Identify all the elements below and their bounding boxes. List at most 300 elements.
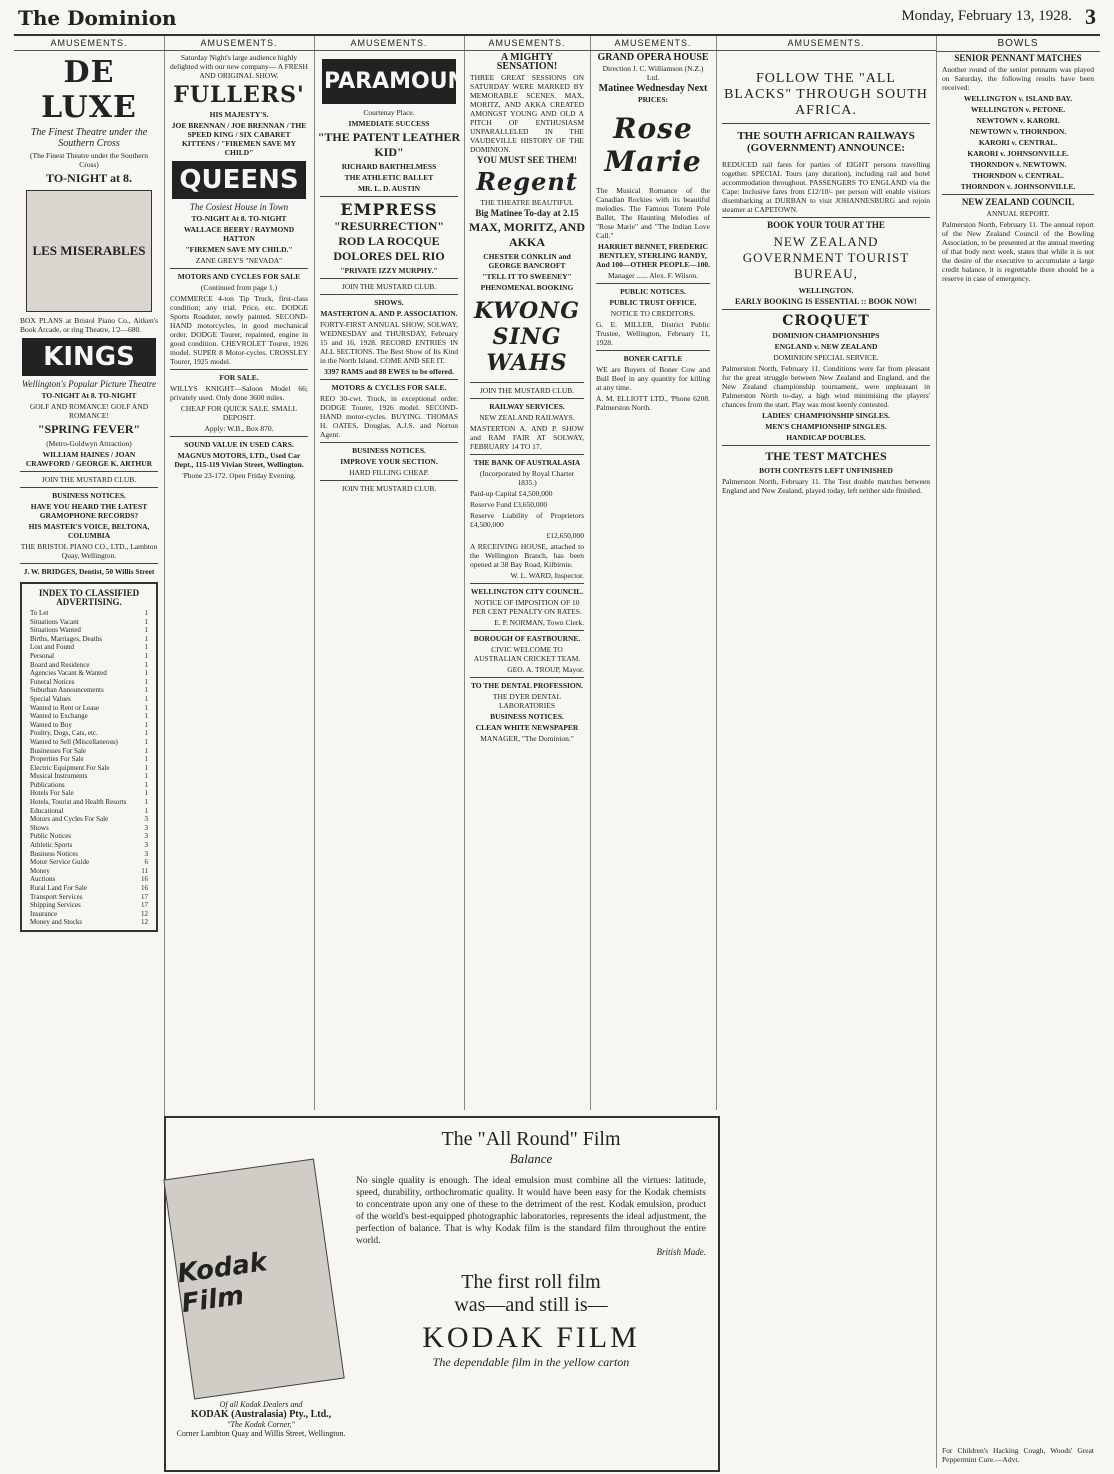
book-tour: BOOK YOUR TOUR AT THE [767, 220, 885, 230]
index-label: Births, Marriages, Deaths [30, 634, 102, 643]
mustard-club: JOIN THE MUSTARD CLUB. [41, 475, 137, 484]
paid-up-capital: Paid-up Capital £4,500,000 [470, 489, 553, 498]
index-label: Electric Equipment For Sale [30, 763, 110, 772]
index-label: Auctions [30, 875, 56, 884]
index-page: 1 [144, 772, 148, 781]
index-page: 1 [144, 712, 148, 721]
index-row [30, 893, 148, 902]
index-row [30, 755, 148, 764]
index-label: Poultry, Dogs, Cats, etc. [30, 729, 98, 738]
index-label: Personal [30, 651, 55, 660]
magnus-motors: MAGNUS MOTORS, LTD., Used Car Dept., 115-119 Vivian Street, Wellington. [174, 451, 304, 469]
index-row [30, 789, 148, 798]
mgm-attraction: (Metro-Goldwyn Attraction) [46, 439, 132, 448]
index-label: Wanted to Rent or Lease [30, 703, 100, 712]
croquet-report: Palmerston North, February 11. Conditions were far from pleasant for the great struggle between New Zealand and England, and the New Zealand championship tournament, were unpleasant in Palmerston North to-day, a high wind minimising the players' chances from the start. Play was most keenly contested. [722, 364, 930, 409]
les-miserables-poster [26, 190, 152, 312]
town-clerk: E. P. NORMAN, Town Clerk. [494, 618, 584, 627]
index-row [30, 618, 148, 627]
early-booking: EARLY BOOKING IS ESSENTIAL :: BOOK NOW! [734, 297, 918, 306]
mighty-sensation: A MIGHTY SENSATION! [496, 52, 558, 72]
business-notices-heading: BUSINESS NOTICES. [490, 712, 564, 721]
index-heading: INDEX TO CLASSIFIED ADVERTISING. [38, 588, 140, 607]
sar-heading: THE SOUTH AFRICAN RAILWAYS (GOVERNMENT) ANNOUNCE: [737, 130, 915, 154]
index-page: 1 [144, 780, 148, 789]
queens-tonight: TO-NIGHT At 8. TO-NIGHT [191, 214, 287, 223]
queens-cast: WALLACE BEERY / RAYMOND HATTON [183, 225, 295, 243]
divider [722, 309, 930, 310]
index-label: Business Notices [30, 849, 79, 858]
film-box-label: Kodak Film [175, 1247, 269, 1320]
index-page: 1 [144, 755, 148, 764]
bowls-heading: BOWLS [936, 36, 1100, 52]
divider [470, 583, 584, 584]
show-details: FORTY-FIRST ANNUAL SHOW, SOLWAY, WEDNESDAY and THURSDAY, February 15 and 16, 1928. RECORD ENTRIES IN ALL SECTIONS. The Best Show of Its Kind in the North Island. COME AND SEE IT. [320, 320, 458, 365]
prices-heading: PRICES: [637, 95, 668, 104]
council-report: Palmerston North, February 11. The annual report of the New Zealand Council of the Bowling Association, to be presented at the annual meeting of that body next week, states that while it is not the desire of the executive to accumulate a large credit balance, it is regrettable there should be a reserve in case of emergency. [942, 220, 1094, 283]
index-row [30, 850, 148, 859]
reserve-liability: Reserve Liability of Proprietors £4,500,000 [470, 511, 584, 529]
gramophone-heading: HAVE YOU HEARD THE LATEST GRAMOPHONE RECORDS? [30, 502, 148, 520]
index-row [30, 721, 148, 730]
index-page: 1 [144, 694, 148, 703]
mr-austin: MR. L. D. AUSTIN [357, 184, 421, 193]
cough-advert: For Children's Hacking Cough, Woods' Great Peppermint Cure.—Advt. [942, 1446, 1094, 1464]
index-page: 1 [144, 609, 148, 617]
column-1 [14, 36, 165, 1468]
index-page: 1 [144, 729, 148, 738]
index-page: 1 [144, 763, 148, 772]
match-5: KARORI v. CENTRAL. [978, 138, 1058, 147]
cheap-sale: CHEAP FOR QUICK SALE. SMALL DEPOSIT. [180, 404, 298, 422]
motors-continued: (Continued from page 1.) [200, 283, 278, 292]
paramount-logo: PARAMOUNT [322, 59, 456, 104]
match-2: WELLINGTON v. PETONE. [970, 105, 1066, 114]
column-heading: AMUSEMENTS. [590, 36, 716, 51]
index-label: Lost and Found [30, 643, 74, 652]
kings-tonight: TO-NIGHT At 8. TO-NIGHT [41, 391, 137, 400]
index-label: To Let [30, 609, 49, 617]
divider [470, 630, 584, 631]
match-6: KARORI v. JOHNSONVILLE. [967, 149, 1069, 158]
immediate-success: IMMEDIATE SUCCESS [348, 119, 430, 128]
index-row [30, 661, 148, 670]
public-trust: PUBLIC TRUST OFFICE. [609, 298, 697, 307]
cattle-text: WE are Buyers of Boner Cow and Bull Beef in any quantity for killing at any time. [596, 365, 710, 392]
index-label: Money [30, 866, 50, 875]
mustard-club: JOIN THE MUSTARD CLUB. [341, 282, 437, 291]
willys-knight-ad: WILLYS KNIGHT—Saloon Model 66; privately used. Only done 3600 miles. [170, 384, 308, 402]
kodak-brand: KODAK FILM [422, 1321, 640, 1354]
column-heading: AMUSEMENTS. [716, 36, 936, 51]
masthead [14, 4, 1100, 36]
civic-welcome: CIVIC WELCOME TO AUSTRALIAN CRICKET TEAM. [473, 645, 581, 663]
regent-tagline: THE THEATRE BEAUTIFUL [480, 198, 574, 207]
index-label: Wanted to Exchange [30, 712, 88, 721]
index-label: Wanted to Sell (Miscellaneous) [30, 737, 118, 746]
issue-date: Monday, February 13, 1928. [901, 8, 1072, 24]
index-row [30, 712, 148, 721]
empress-logo: EMPRESS [340, 200, 438, 219]
rose-marie-text: The Musical Romance of the Canadian Rockies with its beautiful melodies. The Famous Totem Pole Ballet, The Haunting Melodies of "Rose Marie" and "The Indian Love Call." [596, 186, 710, 240]
index-page: 1 [144, 737, 148, 746]
fullers-acts: JOE BRENNAN / JOE BRENNAN / THE SPEED KING / SIX CABARET KITTENS / "FIREMEN SAVE MY CHILD" [171, 121, 307, 157]
divider [20, 487, 158, 488]
index-label: Hotels, Tourist and Health Resorts [30, 798, 127, 807]
index-row [30, 832, 148, 841]
kwong-sing-wahs: KWONG SING WAHS [473, 298, 581, 376]
magnus-phone: 'Phone 23-172. Open Friday Evening. [182, 471, 296, 480]
reserve-fund: Reserve Fund £3,650,000 [470, 500, 548, 509]
index-page: 1 [144, 651, 148, 660]
rose-marie-cast: HARRIET BENNET, FREDERIC BENTLEY, STERLING RANDY, And 100—OTHER PEOPLE—100. [596, 242, 710, 269]
kodak-line1: The first roll film [461, 1271, 601, 1293]
index-page: 3 [144, 849, 148, 858]
rod-la-rocque: ROD LA ROCQUE [338, 234, 440, 248]
spring-fever-title: "SPRING FEVER" [37, 422, 141, 436]
index-row [30, 643, 148, 652]
nz-council: NEW ZEALAND COUNCIL [961, 197, 1075, 207]
kodak-body: No single quality is enough. The ideal emulsion must combine all the virtues: latitude, speed, durability, orthochromatic quality. It would have been easy for the Kodak chemists to concentrate upon any one of these to the detriment of the rest. Kodak emulsion, product of the world's best-equipped photographic laboratories, represents the ideal adjustment, the perfection of balance. That is why Kodak film is the standard film throughout the entire world. [356, 1176, 706, 1246]
contests-unfinished: BOTH CONTESTS LEFT UNFINISHED [759, 466, 893, 475]
bristol-piano: THE BRISTOL PIANO CO., LTD., Lambton Quay, Wellington. [20, 542, 158, 560]
motors-heading: MOTORS AND CYCLES FOR SALE [177, 272, 301, 281]
index-page: 1 [144, 643, 148, 652]
index-label: Publications [30, 780, 65, 789]
index-row [30, 798, 148, 807]
mens-singles: MEN'S CHAMPIONSHIP SINGLES. [765, 422, 887, 431]
divider [20, 471, 158, 472]
index-page: 1 [144, 686, 148, 695]
kodak-title: The "All Round" Film [441, 1128, 621, 1150]
max-moritz-akka: MAX, MORITZ, AND AKKA [469, 220, 585, 249]
index-page: 1 [144, 789, 148, 798]
index-row [30, 652, 148, 661]
index-row [30, 729, 148, 738]
index-label: Hotels For Sale [30, 789, 74, 798]
public-notices-heading: PUBLIC NOTICES. [620, 287, 686, 296]
column-3 [314, 36, 481, 1110]
business-notices-heading: BUSINESS NOTICES. [52, 491, 126, 500]
kodak-british: British Made. [656, 1247, 706, 1257]
mighty-text: THREE GREAT SESSIONS ON SATURDAY WERE MARKED BY MEMORABLE SCENES. MAX, MORITZ, AND AKKA CREATED AMONGST YOUNG AND OLD A PITCH OF ENTHUSIASM UNPARALLELED IN THE VAUDEVILLE HISTORY OF THE DOMINION. [470, 73, 584, 154]
index-page: 3 [144, 823, 148, 832]
column-heading: AMUSEMENTS. [14, 36, 164, 51]
index-page: 1 [144, 677, 148, 686]
divider [596, 350, 710, 351]
index-row [30, 695, 148, 704]
nevada-title: ZANE GREY'S "NEVADA" [195, 256, 283, 265]
divider [722, 123, 930, 124]
index-page: 12 [141, 918, 148, 927]
index-label: Agencies Vacant & Wanted [30, 669, 107, 678]
divider [170, 369, 308, 370]
index-label: Educational [30, 806, 64, 815]
record-labels: HIS MASTER'S VOICE, BELTONA, COLUMBIA [28, 522, 150, 540]
index-page: 16 [141, 875, 148, 884]
his-majestys: HIS MAJESTY'S. [209, 110, 269, 119]
divider [722, 445, 930, 446]
divider [320, 294, 458, 295]
index-row [30, 635, 148, 644]
index-page: 3 [144, 832, 148, 841]
mustard-club: JOIN THE MUSTARD CLUB. [341, 484, 437, 493]
index-page: 1 [144, 798, 148, 807]
deluxe-logo: DE LUXE [41, 55, 137, 125]
column-4 [464, 36, 591, 1110]
index-row [30, 824, 148, 833]
richard-barthelmess: RICHARD BARTHELMESS [341, 162, 437, 171]
elliott-ltd: A. M. ELLIOTT LTD., 'Phone 6208. Palmerston North. [596, 394, 710, 412]
motors-heading: MOTORS & CYCLES FOR SALE. [331, 383, 447, 392]
column-heading: AMUSEMENTS. [464, 36, 590, 51]
index-row [30, 704, 148, 713]
index-label: Athletic Sports [30, 841, 73, 850]
grand-opera-house: GRAND OPERA HOUSE [597, 52, 709, 63]
index-label: Insurance [30, 909, 58, 918]
index-page: 1 [144, 634, 148, 643]
index-label: Shows [30, 823, 49, 832]
column-5 [590, 36, 717, 1110]
match-7: THORNDON v. NEWTOWN. [969, 160, 1067, 169]
index-row [30, 772, 148, 781]
index-page: 3 [144, 841, 148, 850]
index-label: Motors and Cycles For Sale [30, 815, 109, 824]
test-matches: THE TEST MATCHES [765, 449, 887, 463]
index-label: Suburban Announcements [30, 686, 104, 695]
sar-text: REDUCED rail fares for parties of EIGHT persons travelling together. SPECIAL Tours (any duration), including rail and hotel accommodation throughout. PASSENGERS TO ENGLAND via the Cape: Inclusive fares from £12/10/- per person will enable visitors disembarking at DURBAN to visit JOHANNESBURG and rejoin steamer at CAPETOWN. [722, 160, 930, 214]
tell-it-to-sweeney: "TELL IT TO SWEENEY" [482, 272, 572, 281]
kodak-line2: was—and still is— [454, 1294, 608, 1316]
index-list [22, 609, 156, 927]
kodak-tagline: The dependable film in the yellow carton [432, 1355, 630, 1369]
special-service: DOMINION SPECIAL SERVICE. [773, 353, 879, 362]
column-heading: AMUSEMENTS. [164, 36, 314, 51]
index-label: Properties For Sale [30, 755, 84, 764]
match-1: WELLINGTON v. ISLAND BAY. [963, 94, 1073, 103]
tourist-bureau: NEW ZEALAND GOVERNMENT TOURIST BUREAU, [742, 234, 910, 281]
index-page: 12 [141, 909, 148, 918]
index-row [30, 807, 148, 816]
dentist-notice: J. W. BRIDGES, Dentist, 50 Willis Street [23, 567, 155, 576]
index-page: 1 [144, 806, 148, 815]
divider [170, 268, 308, 269]
index-label: Money and Stocks [30, 918, 83, 927]
eastbourne-borough: BOROUGH OF EASTBOURNE. [473, 634, 581, 643]
big-matinee: Big Matinee To-day at 2.15 [475, 208, 579, 218]
index-label: Situations Vacant [30, 617, 79, 626]
column-heading: AMUSEMENTS. [314, 36, 464, 51]
index-page: 1 [144, 617, 148, 626]
williamson-direction: Direction J. C. Williamson (N.Z.) Ltd. [602, 64, 704, 82]
divider [170, 436, 308, 437]
annual-report: ANNUAL REPORT. [986, 209, 1050, 218]
boner-cattle: BONER CATTLE [623, 354, 683, 363]
match-9: THORNDON v. JOHNSONVILLE. [960, 182, 1076, 191]
resurrection-title: "RESURRECTION" [333, 219, 444, 233]
divider [596, 283, 710, 284]
bureau-wellington: WELLINGTON. [798, 286, 854, 295]
index-page: 1 [144, 703, 148, 712]
index-row [30, 669, 148, 678]
kodak-company: KODAK (Australasia) Pty., Ltd., [190, 1409, 332, 1420]
index-label: Rural Land For Sale [30, 884, 87, 892]
deluxe-tonight: TO-NIGHT at 8. [46, 171, 132, 185]
index-page: 16 [141, 884, 148, 892]
index-page: 1 [144, 626, 148, 635]
notice-creditors: NOTICE TO CREDITORS. [610, 309, 696, 318]
handicap-doubles: HANDICAP DOUBLES. [786, 433, 866, 442]
motors-listings: REO 30-cwt. Truck, in exceptional order. DODGE Tourer, 1926 model. SECOND-HAND motor-cycles. BUYING. THOMAS H. OATES, Douglas, A.J.S. and Norton Agent. [320, 394, 458, 439]
index-row [30, 884, 148, 893]
kings-golf: GOLF AND ROMANCE! GOLF AND ROMANCE! [29, 402, 149, 420]
index-row [30, 626, 148, 635]
divider [320, 278, 458, 279]
city-council: WELLINGTON CITY COUNCIL. [470, 587, 584, 596]
ladies-singles: LADIES' CHAMPIONSHIP SINGLES. [762, 411, 890, 420]
firemen-title: "FIREMEN SAVE MY CHILD." [185, 245, 293, 254]
must-see: YOU MUST SEE THEM! [477, 155, 577, 165]
index-page: 11 [141, 866, 148, 875]
index-label: Public Notices [30, 832, 72, 841]
kings-logo: KINGS [22, 338, 156, 376]
newspaper-name: The Dominion [18, 6, 177, 30]
index-row [30, 901, 148, 910]
divider [942, 194, 1094, 195]
index-row [30, 867, 148, 876]
index-row [30, 738, 148, 747]
index-page: 17 [141, 901, 148, 910]
rose-marie-logo: Rose Marie [604, 112, 702, 178]
dominion-manager: MANAGER, "The Dominion." [480, 734, 574, 743]
kodak-address: Corner Lambton Quay and Willis Street, Wellington. [176, 1429, 346, 1438]
match-8: THORNDON v. CENTRAL. [972, 171, 1064, 180]
kodak-copy [356, 1128, 706, 1370]
opera-manager: Manager ...... Alex. F. Wilson. [608, 271, 698, 280]
motors-listings: COMMERCE 4-ton Tip Truck, first-class condition; any trial. Price, etc. DODGE Sports Roadster, newly painted. SECOND-HAND motorcycles, in good mechanical order. DODGE Tourer, repainted, engine in good condition. CHEVROLET Tourer, 1926 model. SUPER 8 Motor-cycles. CROSSLEY Tourer, 1925 model. [170, 294, 308, 366]
classified-index [20, 582, 158, 932]
shows-heading: SHOWS. [374, 298, 404, 307]
index-label: Special Values [30, 694, 71, 703]
kings-tagline: Wellington's Popular Picture Theatre [21, 379, 157, 389]
dominion-championships: DOMINION CHAMPIONSHIPS [772, 331, 880, 340]
all-blacks-heading: FOLLOW THE "ALL BLACKS" THROUGH SOUTH AFRICA. [724, 71, 928, 118]
paramount-address: Courtenay Place. [363, 108, 415, 117]
matinee-wednesday: Matinee Wednesday Next [598, 83, 708, 94]
conklin-bancroft: CHESTER CONKLIN and GEORGE BANCROFT [483, 252, 571, 270]
index-page: 6 [144, 858, 148, 867]
phenomenal-booking: PHENOMENAL BOOKING [480, 283, 574, 292]
index-label: Transport Services [30, 892, 83, 901]
index-page: 1 [144, 660, 148, 669]
regent-logo: Regent [476, 167, 578, 196]
divider [320, 442, 458, 443]
index-row [30, 686, 148, 695]
apply-box: Apply: W.B., Box 870. [204, 424, 274, 433]
receiving-house: A RECEIVING HOUSE, attached to the Wellington Branch, has been opened at 38 Bay Road, Kilbirnie. [470, 542, 584, 569]
nz-railways: NEW ZEALAND RAILWAYS. [479, 413, 575, 422]
index-page: 1 [144, 669, 148, 678]
kodak-dealers: Of all Kodak Dealers and [219, 1400, 303, 1409]
croquet-heading: CROQUET [782, 313, 870, 329]
index-page: 1 [144, 746, 148, 755]
column-7 [936, 36, 1100, 1468]
deluxe-subline: (The Finest Theatre under the Southern Cross) [30, 151, 148, 169]
index-row [30, 678, 148, 687]
bank-of-australasia: THE BANK OF AUSTRALASIA [473, 458, 581, 467]
kodak-dealers-block [176, 1400, 346, 1438]
divider [470, 677, 584, 678]
index-page: 17 [141, 892, 148, 901]
index-page: 1 [144, 720, 148, 729]
queens-tagline: The Cosiest House in Town [189, 202, 289, 212]
index-label: Shipping Services [30, 901, 81, 910]
index-row [30, 918, 148, 927]
index-label: Board and Residence [30, 660, 90, 669]
index-row [30, 858, 148, 867]
railway-heading: RAILWAY SERVICES. [489, 402, 565, 411]
index-label: Wanted to Buy [30, 720, 72, 729]
index-row [30, 841, 148, 850]
improve-section: IMPROVE YOUR SECTION. [340, 457, 438, 466]
england-nz: ENGLAND v. NEW ZEALAND [774, 342, 878, 351]
kodak-film-box [163, 1159, 344, 1400]
index-row [30, 747, 148, 756]
divider [20, 563, 158, 564]
deluxe-box-plans: BOX PLANS at Bristol Piano Co., Aitken's Book Arcade, or ring Theatre, 1'2—680. [20, 316, 158, 334]
kodak-corner: "The Kodak Corner," [227, 1420, 295, 1429]
index-row [30, 609, 148, 618]
bank-inspector: W. L. WARD, Inspector. [510, 571, 584, 580]
divider [470, 454, 584, 455]
kodak-advertisement [164, 1116, 720, 1472]
queens-logo: QUEENS [172, 161, 306, 199]
kings-cast: WILLIAM HAINES / JOAN CRAWFORD / GEORGE K. ARTHUR [25, 450, 153, 468]
tests-report: Palmerston North, February 11. The Test double matches between England and New Zealand, played today, left neither side finished. [722, 477, 930, 495]
column-6 [716, 36, 937, 1468]
divider [470, 398, 584, 399]
index-row [30, 875, 148, 884]
index-row [30, 781, 148, 790]
column-2 [164, 36, 315, 1110]
divider [722, 217, 930, 218]
ram-fair: MASTERTON A. AND P. SHOW and RAM FAIR AT SOLWAY, FEBRUARY 14 TO 17. [470, 424, 584, 451]
match-3: NEWTOWN v. KARORI. [976, 116, 1060, 125]
index-row [30, 815, 148, 824]
mustard-club: JOIN THE MUSTARD CLUB. [479, 386, 575, 395]
bank-total: £12,650,000 [546, 531, 584, 540]
index-label: Funeral Notices [30, 677, 75, 686]
index-label: Musical Instruments [30, 772, 88, 781]
poster-title: LES MISERABLES [32, 243, 146, 258]
index-label: Motor Service Guide [30, 858, 90, 867]
for-sale-heading: FOR SALE. [219, 373, 259, 382]
divider [320, 196, 458, 197]
rates-penalty: NOTICE OF IMPOSITION OF 10 PER CENT PENALTY ON RATES. [472, 598, 582, 616]
bowls-intro: Another round of the senior pennants was played on Saturday, the following results have been received: [942, 65, 1094, 92]
public-trustee: G. E. MILLER, District Public Trustee, Wellington, February 11, 1928. [596, 320, 710, 347]
index-row [30, 764, 148, 773]
dental-profession: TO THE DENTAL PROFESSION. [470, 681, 584, 690]
rams-ewes: 3397 RAMS and 88 EWES to be offered. [324, 367, 454, 376]
index-label: Businesses For Sale [30, 746, 86, 755]
athletic-ballet: THE ATHLETIC BALLET [344, 173, 434, 182]
senior-pennant: SENIOR PENNANT MATCHES [954, 53, 1082, 63]
izzy-murphy: "PRIVATE IZZY MURPHY." [340, 266, 438, 275]
divider [320, 379, 458, 380]
dyer-dental: THE DYER DENTAL LABORATORIES [492, 692, 562, 710]
fullers-intro: Saturday Night's large audience highly delighted with our new company— A FRESH AND ORIGINAL SHOW. [170, 53, 308, 80]
